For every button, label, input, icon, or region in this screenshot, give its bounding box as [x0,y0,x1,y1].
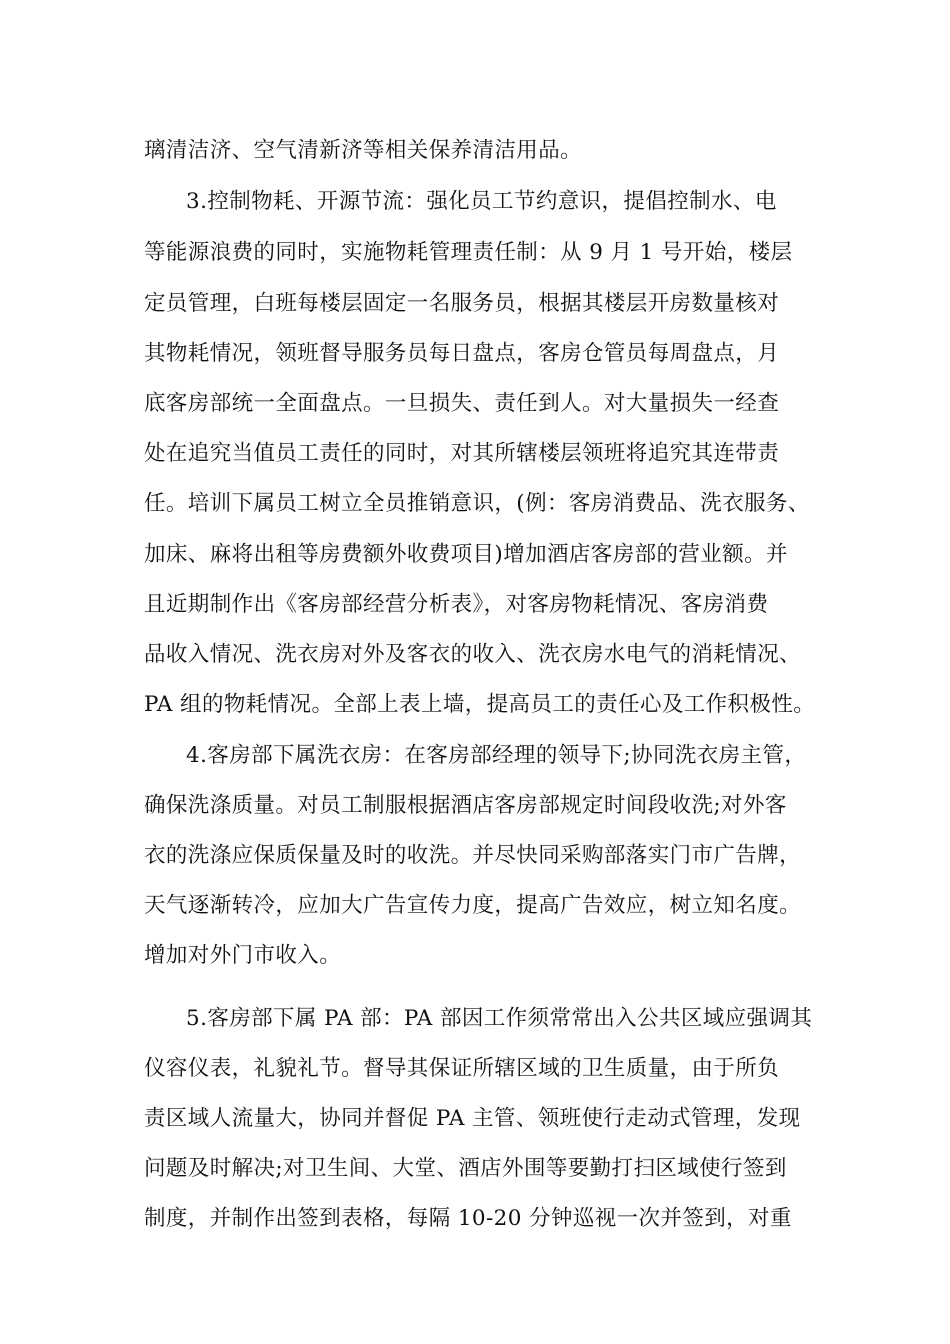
text-line: 任。培训下属员工树立全员推销意识，(例：客房消费品、洗衣服务、 [144,491,810,516]
text-line: 增加对外门市收入。 [144,943,342,968]
text-line: 制度，并制作出签到表格，每隔 10-20 分钟巡视一次并签到，对重 [144,1206,792,1231]
text-line: 问题及时解决;对卫生间、大堂、酒店外围等要勤打扫区域使行签到 [144,1156,787,1181]
text-line: 底客房部统一全面盘点。一旦损失、责任到人。对大量损失一经查 [144,391,780,416]
text-line: 仪容仪表，礼貌礼节。督导其保证所辖区域的卫生质量，由于所负 [144,1056,780,1081]
text-line: 衣的洗涤应保质保量及时的收洗。并尽快同采购部落实门市广告牌， [144,843,802,868]
text-line: 等能源浪费的同时，实施物耗管理责任制：从 9 月 1 号开始，楼层 [144,240,793,265]
text-line: 确保洗涤质量。对员工制服根据酒店客房部规定时间段收洗;对外客 [144,793,787,818]
text-line: 定员管理，白班每楼层固定一名服务员，根据其楼层开房数量核对 [144,291,780,316]
text-line: 3.控制物耗、开源节流：强化员工节约意识，提倡控制水、电 [186,189,777,214]
text-line: 5.客房部下属 PA 部：PA 部因工作须常常出入公共区域应强调其 [186,1006,813,1031]
text-line: 其物耗情况，领班督导服务员每日盘点，客房仓管员每周盘点，月 [144,341,780,366]
text-line: 4.客房部下属洗衣房：在客房部经理的领导下;协同洗衣房主管， [186,743,807,768]
text-line: 天气逐渐转冷，应加大广告宣传力度，提高广告效应，树立知名度。 [144,893,802,918]
text-line: 责区域人流量大，协同并督促 PA 主管、领班使行走动式管理，发现 [144,1106,801,1131]
text-line: 加床、麻将出租等房费额外收费项目)增加酒店客房部的营业额。并 [144,542,788,567]
text-line: PA 组的物耗情况。全部上表上墙，提高员工的责任心及工作积极性。 [144,692,816,717]
text-line: 且近期制作出《客房部经营分析表》，对客房物耗情况、客房消费 [144,592,769,617]
text-line: 处在追究当值员工责任的同时，对其所辖楼层领班将追究其连带责 [144,441,780,466]
text-line: 璃清洁济、空气清新济等相关保养清洁用品。 [144,138,583,163]
text-line: 品收入情况、洗衣房对外及客衣的收入、洗衣房水电气的消耗情况、 [144,642,802,667]
